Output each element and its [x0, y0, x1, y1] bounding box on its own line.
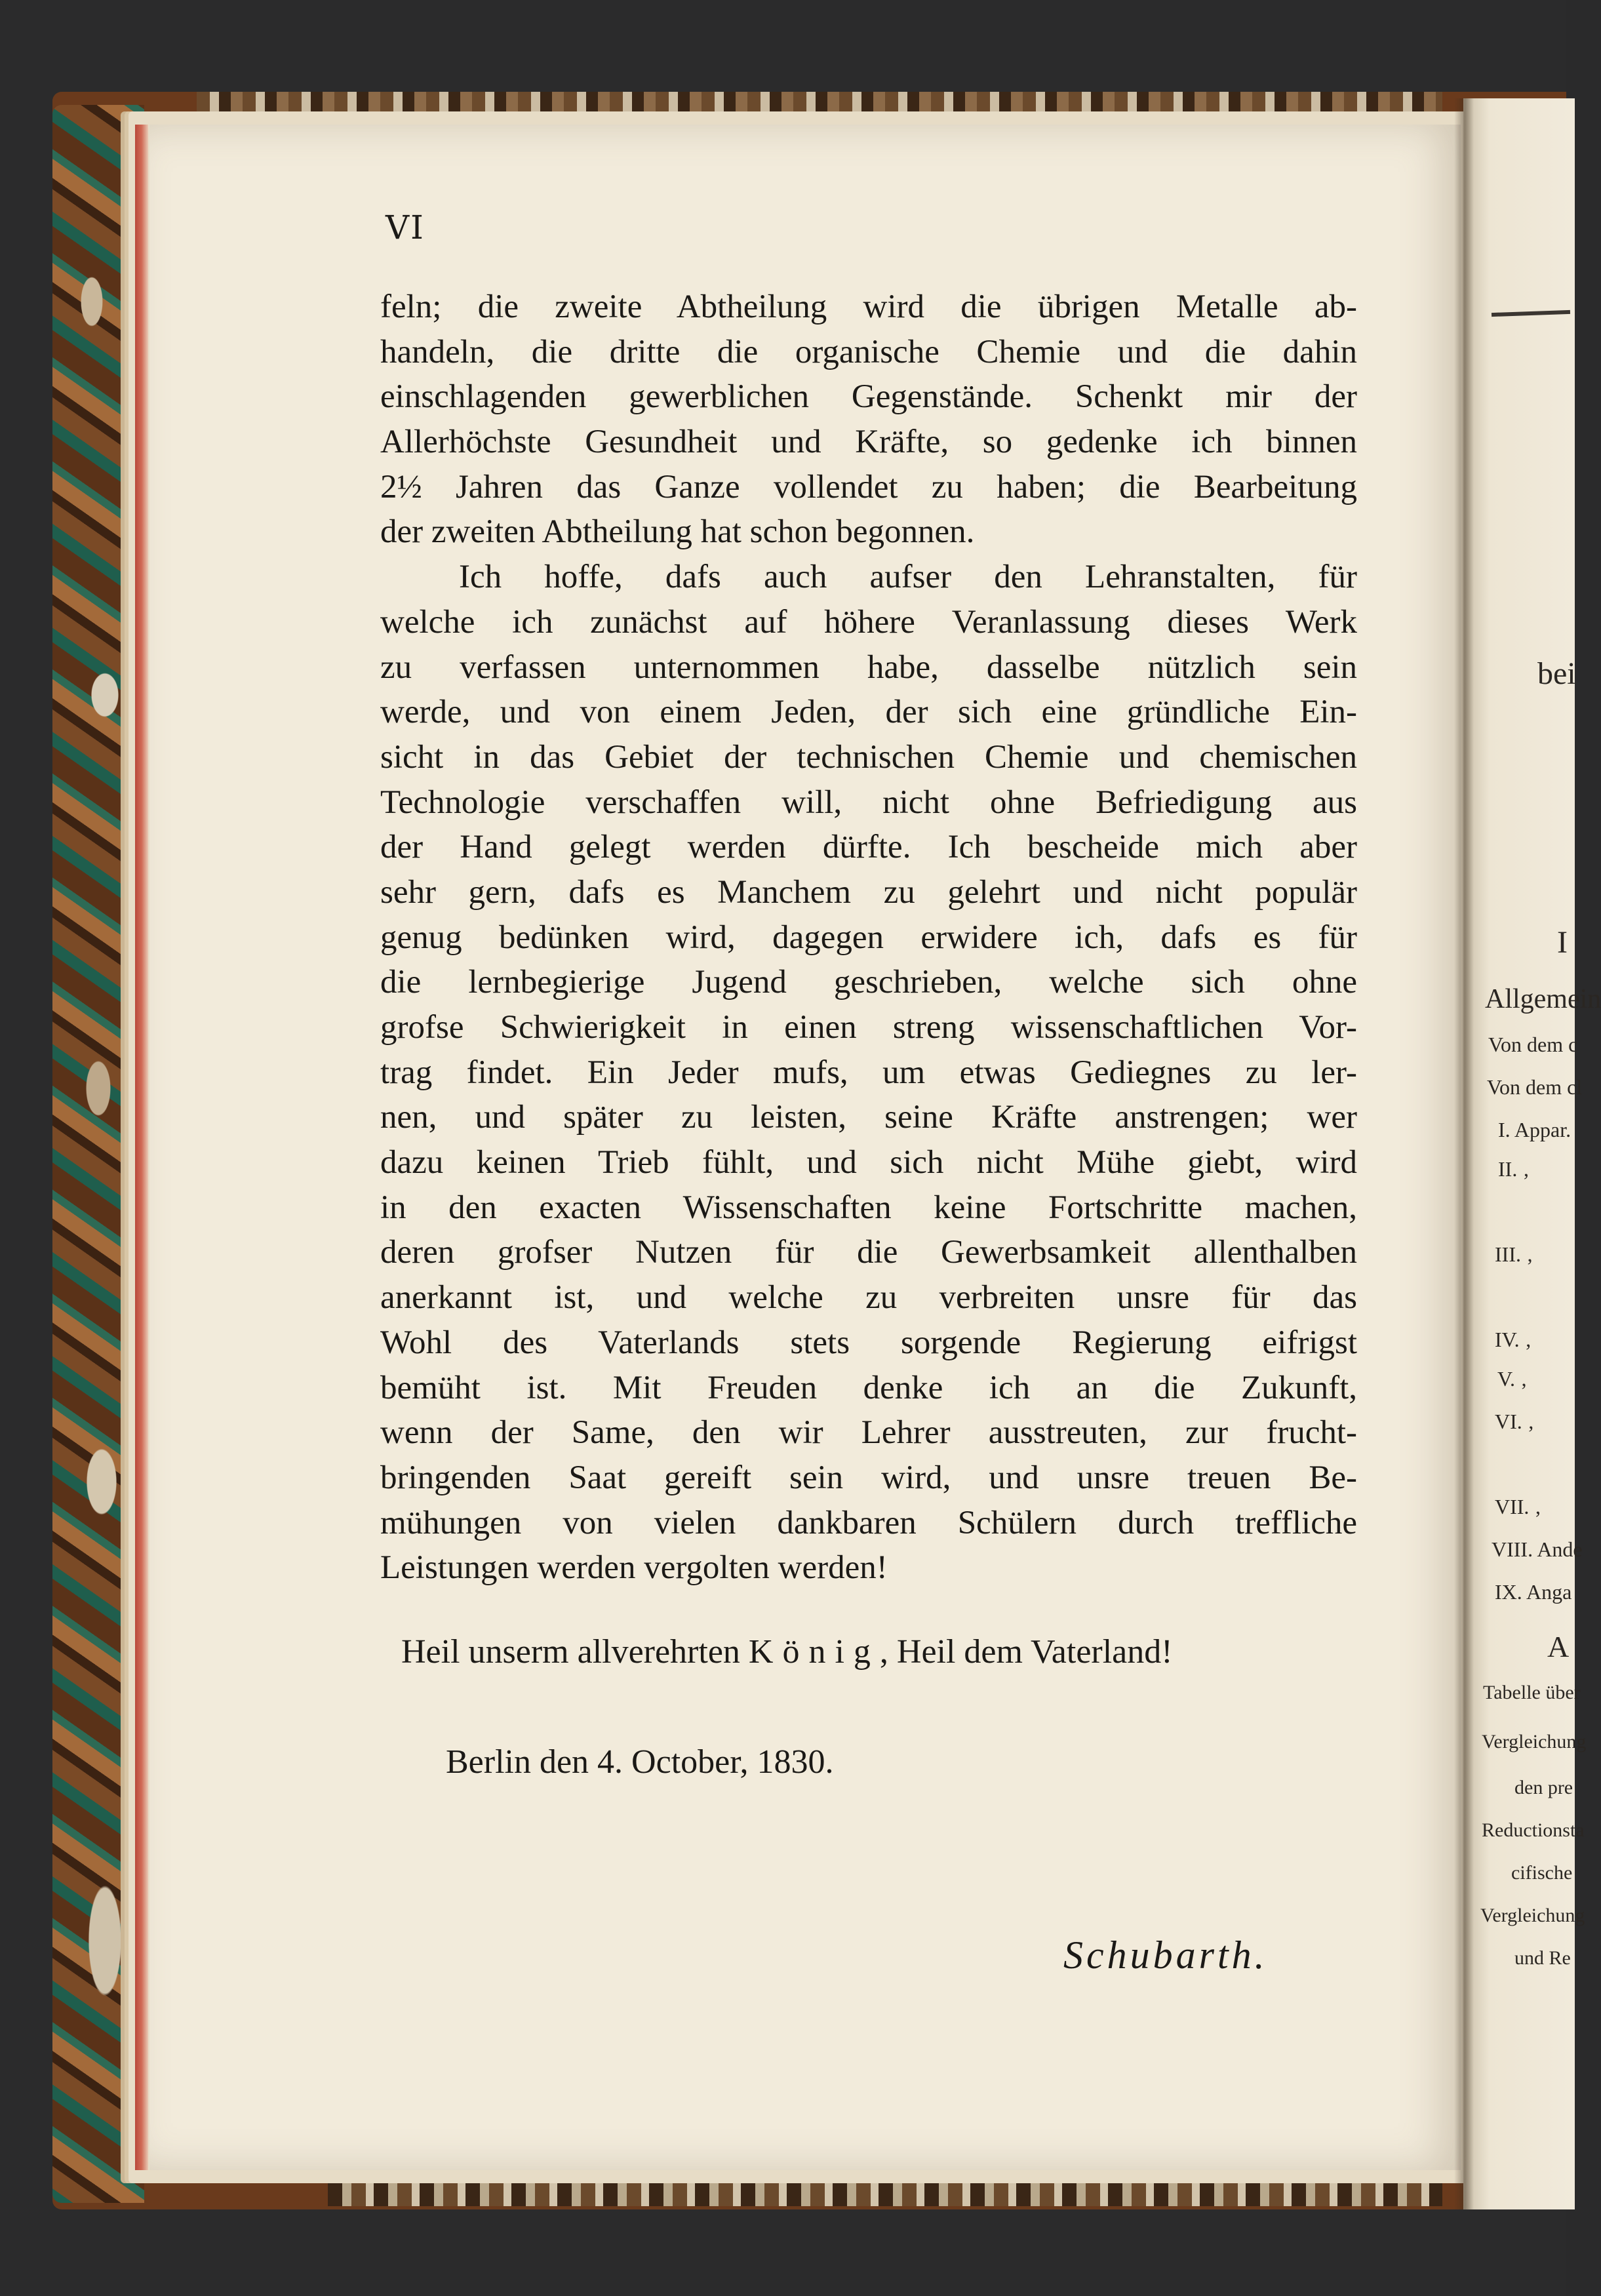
text-line: die lernbegierige Jugend geschrieben, welche sich ohne: [380, 964, 1357, 1001]
text-line: mühungen von vielen dankbaren Schülern durch treffliche: [380, 1504, 1357, 1541]
appendix-entry: Vergleichung: [1480, 1905, 1585, 1926]
text-line: deren grofser Nutzen für die Gewerbsamkeit allenthalben: [380, 1234, 1357, 1271]
toc-entry: IX. Anga: [1495, 1580, 1572, 1604]
text-line: genug bedünken wird, dagegen erwidere ich, dafs es für: [380, 919, 1357, 956]
text-line: bringenden Saat gereift sein wird, und unsre treuen Be-: [380, 1459, 1357, 1496]
text-line: trag findet. Ein Jeder mufs, um etwas Gediegnes zu ler-: [380, 1054, 1357, 1091]
appendix-entry: den pre: [1514, 1777, 1573, 1798]
red-page-edge: [135, 125, 148, 2170]
toc-entry: II. ‚: [1498, 1157, 1530, 1181]
text-line: zu verfassen unternommen habe, dasselbe nützlich sein: [380, 648, 1357, 686]
text-line: in den exacten Wissenschaften keine Fortschritte machen,: [380, 1189, 1357, 1226]
body-text: [380, 285, 1357, 1591]
text-line: werde, und von einem Jeden, der sich eine gründliche Ein-: [380, 694, 1357, 731]
toc-entry: Von dem cl: [1487, 1075, 1583, 1099]
author-signature: Schubarth.: [1063, 1933, 1268, 1977]
toc-entry: V. ‚: [1497, 1367, 1528, 1391]
book-gutter: [1454, 98, 1474, 2209]
text-line: der Hand gelegt werden dürfte. Ich bescheide mich aber: [380, 829, 1357, 866]
text-line: Wohl des Vaterlands stets sorgende Regierung eifrigst: [380, 1324, 1357, 1361]
toc-entry: I. Appar.: [1498, 1118, 1571, 1141]
text-line: welche ich zunächst auf höhere Veranlassung dieses Werk: [380, 603, 1357, 641]
closing-text-before: Heil unserm allverehrten: [401, 1633, 749, 1671]
closing-text-after: , Heil dem Vaterland!: [879, 1633, 1173, 1671]
toc-entry: Allgemein: [1485, 984, 1601, 1014]
text-line: handeln, die dritte die organische Chemie und die dahin: [380, 333, 1357, 370]
text-line: dazu keinen Trieb fühlt, und sich nicht Mühe giebt, wird: [380, 1144, 1357, 1181]
text-line: feln; die zweite Abtheilung wird die übrigen Metalle ab-: [380, 288, 1357, 325]
text-line: Allerhöchste Gesundheit und Kräfte, so gedenke ich binnen: [380, 424, 1357, 461]
text-line: Technologie verschaffen will, nicht ohne Befriedigung aus: [380, 783, 1357, 821]
closing-spaced-word: König: [748, 1633, 880, 1671]
text-line: wenn der Same, den wir Lehrer ausstreuten, zur frucht-: [380, 1414, 1357, 1452]
text-line: Leistungen werden vergolten werden!: [380, 1549, 888, 1587]
toc-entry: IV. ‚: [1495, 1328, 1532, 1351]
appendix-entry: und Re: [1514, 1947, 1571, 1969]
toc-entry: VIII. Ande: [1492, 1537, 1583, 1561]
text-line: sehr gern, dafs es Manchem zu gelehrt und nicht populär: [380, 873, 1357, 911]
text-line: 2½ Jahren das Ganze vollendet zu haben; die Bearbeitung: [380, 468, 1357, 505]
appendix-entry: Tabelle über: [1483, 1682, 1581, 1703]
appendix-entry: Vergleichung: [1482, 1731, 1587, 1752]
text-line: nen, und später zu leisten, seine Kräfte anstrengen; wer: [380, 1099, 1357, 1136]
text-line: einschlagenden gewerblichen Gegenstände. Schenkt mir der: [380, 378, 1357, 416]
text-line: anerkannt ist, und welche zu verbreiten unsre für das: [380, 1279, 1357, 1316]
toc-entry: III. ‚: [1495, 1242, 1533, 1266]
facing-appendix-letter: A: [1547, 1630, 1570, 1663]
facing-header-fragment: bei: [1537, 656, 1576, 691]
page-number: VI: [385, 208, 425, 247]
toc-entry: Von dem c: [1488, 1033, 1578, 1056]
facing-page: [1463, 98, 1578, 2209]
text-line: sicht in das Gebiet der technischen Chemie und chemischen: [380, 738, 1357, 776]
text-line: Ich hoffe, dafs auch aufser den Lehranstalten, für: [459, 559, 1357, 596]
toc-entry: VI. ‚: [1495, 1410, 1535, 1433]
closing-salutation: [401, 1633, 1332, 1671]
marbled-bottom-edge: [328, 2180, 1442, 2206]
toc-entry: VII. ‚: [1495, 1495, 1542, 1518]
text-line: bemüht ist. Mit Freuden denke ich an die Zukunft,: [380, 1369, 1357, 1406]
appendix-entry: Reductionsta: [1482, 1819, 1585, 1841]
text-line: grofse Schwierigkeit in einen streng wissenschaftlichen Vor-: [380, 1009, 1357, 1046]
appendix-entry: cifische: [1511, 1862, 1573, 1884]
text-line: der zweiten Abtheilung hat schon begonnen.: [380, 513, 975, 551]
facing-roman-fragment: I: [1557, 925, 1568, 960]
dateline: Berlin den 4. October, 1830.: [446, 1743, 834, 1781]
